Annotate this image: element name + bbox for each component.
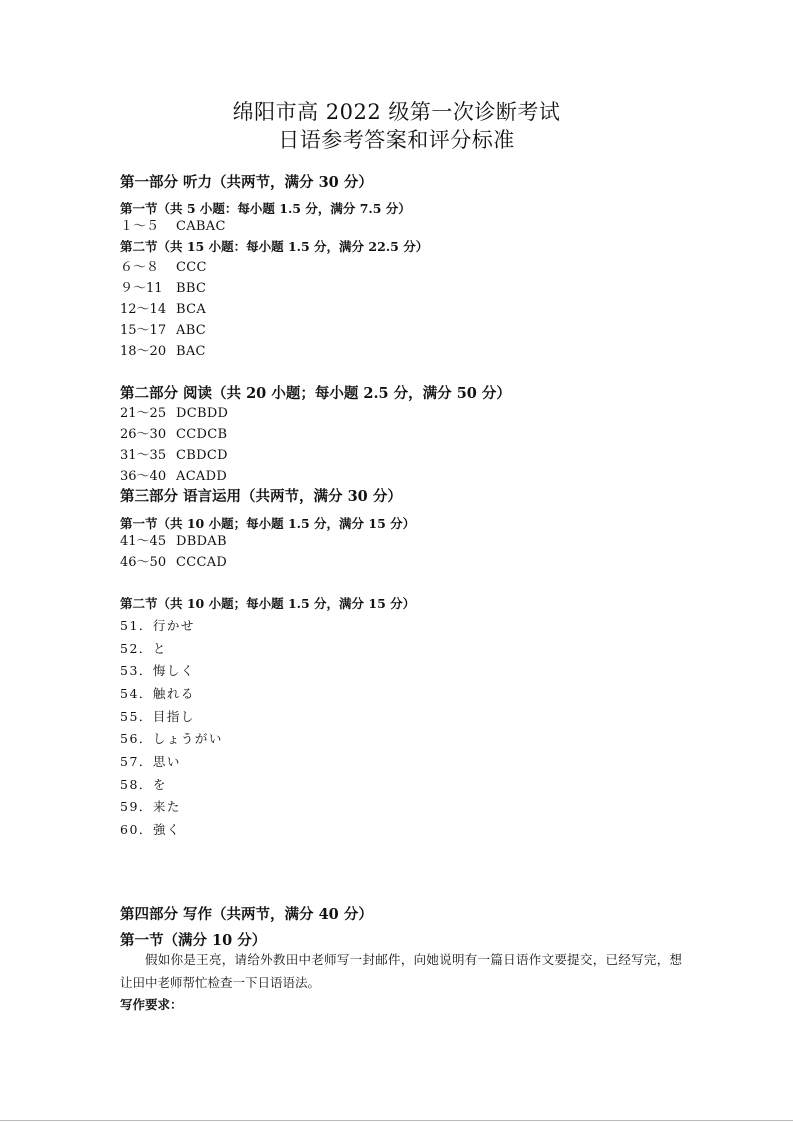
answer-range: 41～45: [120, 534, 167, 549]
answer-range: ９～11: [120, 281, 163, 296]
answer-range: 31～35: [120, 448, 167, 463]
answer-row: [120, 427, 227, 443]
answer-range: ６～８: [120, 260, 160, 275]
fill-answer: 51．行かせ: [120, 618, 195, 633]
answer-key: BAC: [176, 344, 206, 359]
answer-range: 18～20: [120, 344, 167, 359]
fill-answer: 54．触れる: [120, 686, 195, 701]
answer-key: DCBDD: [176, 406, 229, 421]
fill-answer: 57．思い: [120, 754, 181, 769]
part4-sec1-heading: 第一节（满分 10 分）: [120, 932, 267, 949]
answer-key: CCC: [176, 260, 207, 275]
answer-range: 12～14: [120, 302, 167, 317]
answer-range: １～５: [120, 219, 160, 234]
answer-range: 26～30: [120, 427, 167, 442]
answer-range: 15～17: [120, 323, 167, 338]
part3-heading: 第三部分 语言运用（共两节，满分 30 分）: [120, 488, 402, 505]
fill-answer: 59．来た: [120, 799, 181, 814]
writing-prompt: 假如你是王亮，请给外教田中老师写一封邮件，向她说明有一篇日语作文要提交，已经写完，想让田中老师帮忙检查一下日语语法。: [120, 952, 682, 990]
answer-range: 21～25: [120, 406, 167, 421]
document-title: 绵阳市高 2022 级第一次诊断考试: [232, 100, 561, 124]
answer-row: [120, 219, 226, 235]
answer-row: [120, 469, 227, 485]
answer-row: [120, 323, 206, 339]
part1-sec2-heading: 第二节（共 15 小题：每小题 1.5 分，满分 22.5 分）: [120, 239, 429, 254]
answer-key: BBC: [176, 281, 207, 296]
answer-key: BCA: [176, 302, 207, 317]
answer-key: CCDCB: [176, 427, 228, 442]
answer-row: [120, 281, 206, 297]
answer-key: ABC: [176, 323, 207, 338]
answer-row: [120, 302, 206, 318]
answer-row: [120, 448, 228, 464]
answer-key: DBDAB: [176, 534, 227, 549]
fill-answer: 58．を: [120, 777, 167, 792]
answer-row: [120, 555, 227, 571]
part3-sec1-heading: 第一节（共 10 小题；每小题 1.5 分，满分 15 分）: [120, 516, 416, 531]
answer-key: CABAC: [176, 219, 226, 234]
answer-row: [120, 344, 206, 360]
document-subtitle: 日语参考答案和评分标准: [278, 128, 515, 152]
part4-heading: 第四部分 写作（共两节，满分 40 分）: [120, 906, 373, 923]
fill-answer: 56．しょうがい: [120, 731, 223, 746]
part2-heading: 第二部分 阅读（共 20 小题；每小题 2.5 分，满分 50 分）: [120, 385, 511, 402]
answer-row: [120, 406, 228, 422]
page-bottom-rule: [0, 1120, 793, 1121]
answer-range: 36～40: [120, 469, 167, 484]
part1-heading: 第一部分 听力（共两节，满分 30 分）: [120, 174, 373, 191]
fill-answer: 53．悔しく: [120, 663, 195, 678]
answer-row: [120, 534, 227, 550]
writing-requirements-label: 写作要求：: [120, 997, 183, 1012]
answer-key: CCCAD: [176, 555, 228, 570]
fill-answer: 60．強く: [120, 822, 181, 837]
part1-sec1-heading: 第一节（共 5 小题：每小题 1.5 分，满分 7.5 分）: [120, 201, 411, 216]
fill-answer: 55．目指し: [120, 709, 195, 724]
fill-answer: 52．と: [120, 641, 167, 656]
answer-key: CBDCD: [176, 448, 228, 463]
answer-key: ACADD: [176, 469, 228, 484]
part3-sec2-heading: 第二节（共 10 小题；每小题 1.5 分，满分 15 分）: [120, 596, 416, 611]
answer-row: [120, 260, 207, 276]
answer-range: 46～50: [120, 555, 167, 570]
